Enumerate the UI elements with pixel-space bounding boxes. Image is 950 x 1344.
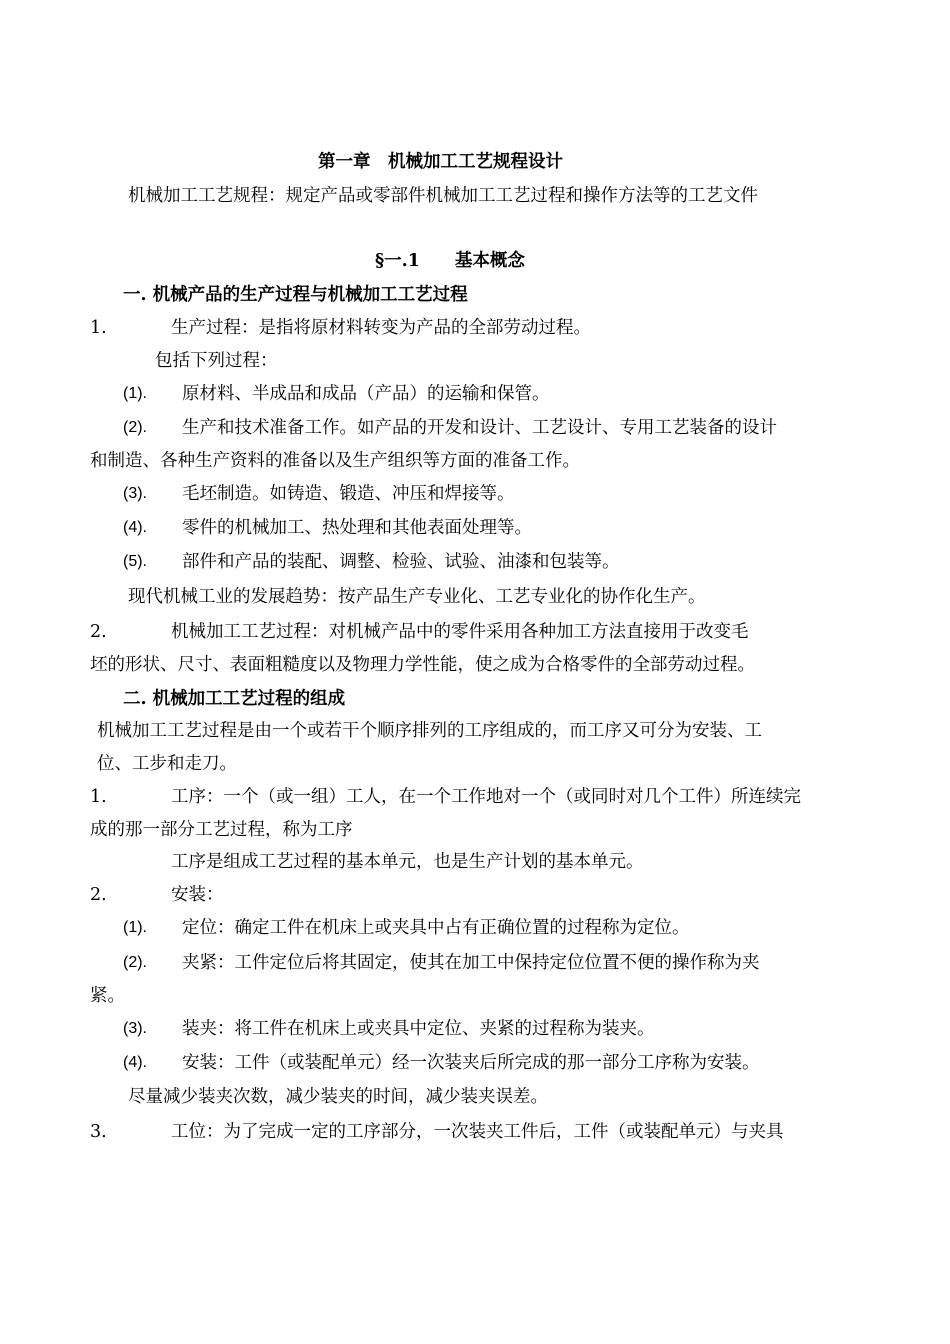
part2-item1-number: 1. xyxy=(90,787,107,807)
sub-item-number: (4). xyxy=(123,1054,147,1071)
part2-item2-text: 安装： xyxy=(171,885,224,905)
part1-item1-number: 1. xyxy=(90,318,107,338)
part2-heading: 二. 机械加工工艺过程的组成 xyxy=(123,689,346,709)
part2-item3-text: 工位：为了完成一定的工序部分，一次装夹工件后，工件（或装配单元）与夹具 xyxy=(171,1122,784,1142)
part2-intro: 机械加工工艺过程是由一个或若干个顺序排列的工序组成的，而工序又可分为安装、工 xyxy=(97,721,762,741)
chapter-title: 第一章 机械加工工艺规程设计 xyxy=(318,152,563,172)
part2-item2-number: 2. xyxy=(90,885,107,905)
sub-item-text: 安装：工件（或装配单元）经一次装夹后所完成的那一部分工序称为安装。 xyxy=(182,1053,760,1073)
sub-item-continuation: 和制造、各种生产资料的准备以及生产组织等方面的准备工作。 xyxy=(90,451,580,471)
part1-item1-text: 生产过程：是指将原材料转变为产品的全部劳动过程。 xyxy=(171,318,591,338)
trend-text: 现代机械工业的发展趋势：按产品生产专业化、工艺专业化的协作化生产。 xyxy=(128,587,706,607)
sub-item-text: 部件和产品的装配、调整、检验、试验、油漆和包装等。 xyxy=(182,552,620,572)
sub-item-continuation: 紧。 xyxy=(90,986,125,1006)
sub-item-number: (1). xyxy=(123,919,147,936)
sub-item-number: (3). xyxy=(123,485,147,502)
part2-item1-continuation: 成的那一部分工艺过程，称为工序 xyxy=(90,820,353,840)
part2-item3-number: 3. xyxy=(90,1122,107,1142)
section-title: §一.1 基本概念 xyxy=(375,251,525,271)
sub-item-text: 装夹：将工件在机床上或夹具中定位、夹紧的过程称为装夹。 xyxy=(182,1019,655,1039)
part1-item2-text: 机械加工工艺过程：对机械产品中的零件采用各种加工方法直接用于改变毛 xyxy=(171,622,749,642)
sub-item-number: (2). xyxy=(123,954,147,971)
part2-note: 尽量减少装夹次数，减少装夹的时间，减少装夹误差。 xyxy=(128,1087,548,1107)
part2-intro-continuation: 位、工步和走刀。 xyxy=(97,754,237,774)
sub-item-text: 零件的机械加工、热处理和其他表面处理等。 xyxy=(182,518,532,538)
definition-text: 机械加工工艺规程：规定产品或零部件机械加工工艺过程和操作方法等的工艺文件 xyxy=(128,186,758,206)
sub-item-text: 定位：确定工件在机床上或夹具中占有正确位置的过程称为定位。 xyxy=(182,918,690,938)
sub-item-text: 夹紧：工件定位后将其固定，使其在加工中保持定位位置不便的操作称为夹 xyxy=(182,953,760,973)
sub-item-number: (3). xyxy=(123,1020,147,1037)
part2-item1-text: 工序：一个（或一组）工人，在一个工作地对一个（或同时对几个工件）所连续完 xyxy=(171,787,801,807)
sub-item-number: (1). xyxy=(123,385,147,402)
includes-label: 包括下列过程： xyxy=(155,351,278,371)
part2-item1-note: 工序是组成工艺过程的基本单元，也是生产计划的基本单元。 xyxy=(171,852,644,872)
sub-item-number: (2). xyxy=(123,419,147,436)
part1-heading: 一. 机械产品的生产过程与机械加工工艺过程 xyxy=(123,285,468,305)
sub-item-text: 毛坯制造。如铸造、锻造、冲压和焊接等。 xyxy=(182,484,515,504)
sub-item-number: (4). xyxy=(123,519,147,536)
part1-item2-continuation: 坯的形状、尺寸、表面粗糙度以及物理力学性能，使之成为合格零件的全部劳动过程。 xyxy=(90,655,755,675)
sub-item-text: 原材料、半成品和成品（产品）的运输和保管。 xyxy=(182,384,550,404)
sub-item-number: (5). xyxy=(123,553,147,570)
sub-item-text: 生产和技术准备工作。如产品的开发和设计、工艺设计、专用工艺装备的设计 xyxy=(182,418,777,438)
part1-item2-number: 2. xyxy=(90,622,107,642)
